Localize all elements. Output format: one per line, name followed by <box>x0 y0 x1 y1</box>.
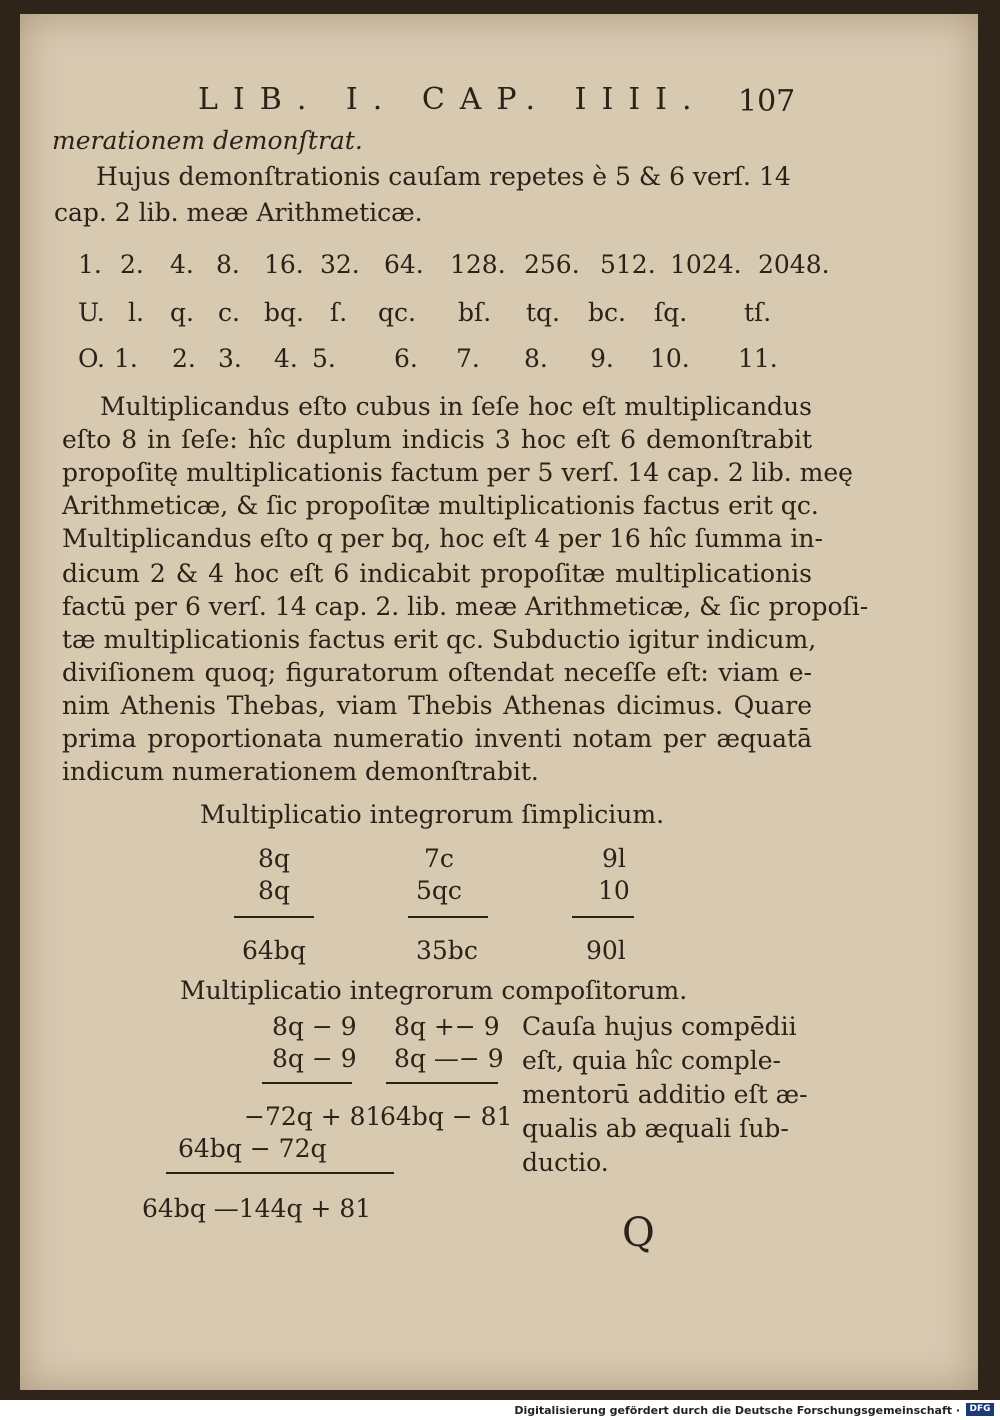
compound-factor: 8q − 9 <box>272 1012 357 1041</box>
paragraph-line: dicum 2 & 4 hoc eſt 6 indicabit propoſitæ multiplicationis <box>62 559 812 588</box>
table-cell: ſq. <box>654 298 688 327</box>
dfg-logo: DFG <box>966 1403 994 1416</box>
side-note-line: qualis ab æquali ſub- <box>522 1114 789 1143</box>
table-cell: 16. <box>264 250 304 279</box>
paragraph-line: Multiplicandus eſto q per bq, hoc eſt 4 per 16 hîc ſumma in- <box>62 524 823 553</box>
compound-factor: 8q —− 9 <box>394 1044 504 1073</box>
table-cell: 512. <box>600 250 656 279</box>
table-cell: 8. <box>216 250 240 279</box>
table-cell: 1024. <box>670 250 742 279</box>
side-note-line: ductio. <box>522 1148 609 1177</box>
intro-line-1: merationem demonſtrat. <box>52 126 363 155</box>
table-cell: 8. <box>524 344 548 373</box>
table-cell: 64. <box>384 250 424 279</box>
table-cell: 2. <box>172 344 196 373</box>
table-cell: 9. <box>590 344 614 373</box>
table-cell: 7. <box>456 344 480 373</box>
table-cell: 1. <box>114 344 138 373</box>
compound-total: 64bq —144q + 81 <box>142 1194 372 1223</box>
side-note-line: mentorū additio eſt æ- <box>522 1080 808 1109</box>
table-cell: 32. <box>320 250 360 279</box>
table-cell: 128. <box>450 250 506 279</box>
compound-factor: 8q − 9 <box>272 1044 357 1073</box>
table-cell: 256. <box>524 250 580 279</box>
paragraph-line: propoſitę multiplicationis factum per 5 verſ. 14 cap. 2 lib. meę <box>62 458 853 487</box>
paragraph-line: Arithmeticæ, & ſic propoſitæ multiplicationis factus erit qc. <box>62 491 819 520</box>
catchword: Q <box>622 1210 655 1256</box>
rule-line <box>408 916 488 918</box>
paragraph-line: factū per 6 verſ. 14 cap. 2. lib. meæ Arithmeticæ, & ſic propoſi- <box>62 592 869 621</box>
paragraph-line: prima proportionata numeratio inventi notam per æquatā <box>62 724 812 753</box>
table-cell: ſ. <box>330 298 348 327</box>
compound-factor: 8q +− 9 <box>394 1012 500 1041</box>
page-number: 107 <box>738 84 796 119</box>
table-cell: bc. <box>588 298 626 327</box>
compound-partial: 64bq − 72q <box>178 1134 327 1163</box>
table-cell: 4. <box>170 250 194 279</box>
rule-line <box>386 1082 498 1084</box>
paragraph-line: diviſionem quoq; figuratorum oſtendat neceſſe eſt: viam e- <box>62 658 812 687</box>
table-cell: 6. <box>394 344 418 373</box>
paragraph-line: eſto 8 in ſeſe: hîc duplum indicis 3 hoc eſt 6 demonſtrabit <box>62 425 812 454</box>
paragraph-line: nim Athenis Thebas, viam Thebis Athenas dicimus. Quare <box>62 691 812 720</box>
simple-product: 64bq <box>242 936 306 965</box>
rule-line <box>572 916 634 918</box>
table-cell: U. <box>78 298 105 327</box>
footer-bar <box>0 1400 1000 1420</box>
simple-title: Multiplicatio integrorum ſimplicium. <box>200 800 665 829</box>
table-cell: 1. <box>78 250 102 279</box>
table-cell: bq. <box>264 298 304 327</box>
simple-product: 35bc <box>416 936 478 965</box>
table-cell: 10. <box>650 344 690 373</box>
footer-credit: Digitalisierung gefördert durch die Deutsche Forschungsgemeinschaft · <box>514 1404 960 1417</box>
compound-product: 64bq − 81 <box>380 1102 513 1131</box>
compound-partial: −72q + 81 <box>244 1102 382 1131</box>
running-title: LIB. I. CAP. IIII. <box>198 82 707 117</box>
side-note-line: Cauſa hujus compēdii <box>522 1012 797 1041</box>
simple-factor: 5qc <box>416 876 462 905</box>
simple-factor: 8q <box>258 876 290 905</box>
rule-line <box>234 916 314 918</box>
compound-title: Multiplicatio integrorum compoſitorum. <box>180 976 688 1005</box>
table-cell: bſ. <box>458 298 492 327</box>
simple-factor: 8q <box>258 844 290 873</box>
paragraph-line: Multiplicandus eſto cubus in ſeſe hoc eſt multiplicandus <box>100 392 812 421</box>
intro-line-3: cap. 2 lib. meæ Arithmeticæ. <box>54 198 423 227</box>
rule-line <box>262 1082 352 1084</box>
table-cell: 2048. <box>758 250 830 279</box>
simple-factor: 9l <box>602 844 626 873</box>
book-page <box>20 14 978 1390</box>
intro-line-2: Hujus demonſtrationis cauſam repetes è 5 & 6 verſ. 14 <box>96 162 791 191</box>
simple-factor: 10 <box>598 876 630 905</box>
table-cell: tſ. <box>744 298 772 327</box>
side-note-line: eſt, quia hîc comple- <box>522 1046 781 1075</box>
simple-product: 90l <box>586 936 626 965</box>
table-cell: 2. <box>120 250 144 279</box>
table-cell: tq. <box>526 298 560 327</box>
table-cell: O. <box>78 344 105 373</box>
paragraph-line: indicum numerationem demonſtrabit. <box>62 757 539 786</box>
simple-factor: 7c <box>424 844 454 873</box>
table-cell: l. <box>128 298 144 327</box>
table-cell: 4. <box>274 344 298 373</box>
table-cell: 5. <box>312 344 336 373</box>
table-cell: c. <box>218 298 240 327</box>
rule-line <box>166 1172 394 1174</box>
table-cell: 11. <box>738 344 778 373</box>
table-cell: q. <box>170 298 194 327</box>
table-cell: 3. <box>218 344 242 373</box>
paragraph-line: tæ multiplicationis factus erit qc. Subductio igitur indicum, <box>62 625 817 654</box>
table-cell: qc. <box>378 298 416 327</box>
